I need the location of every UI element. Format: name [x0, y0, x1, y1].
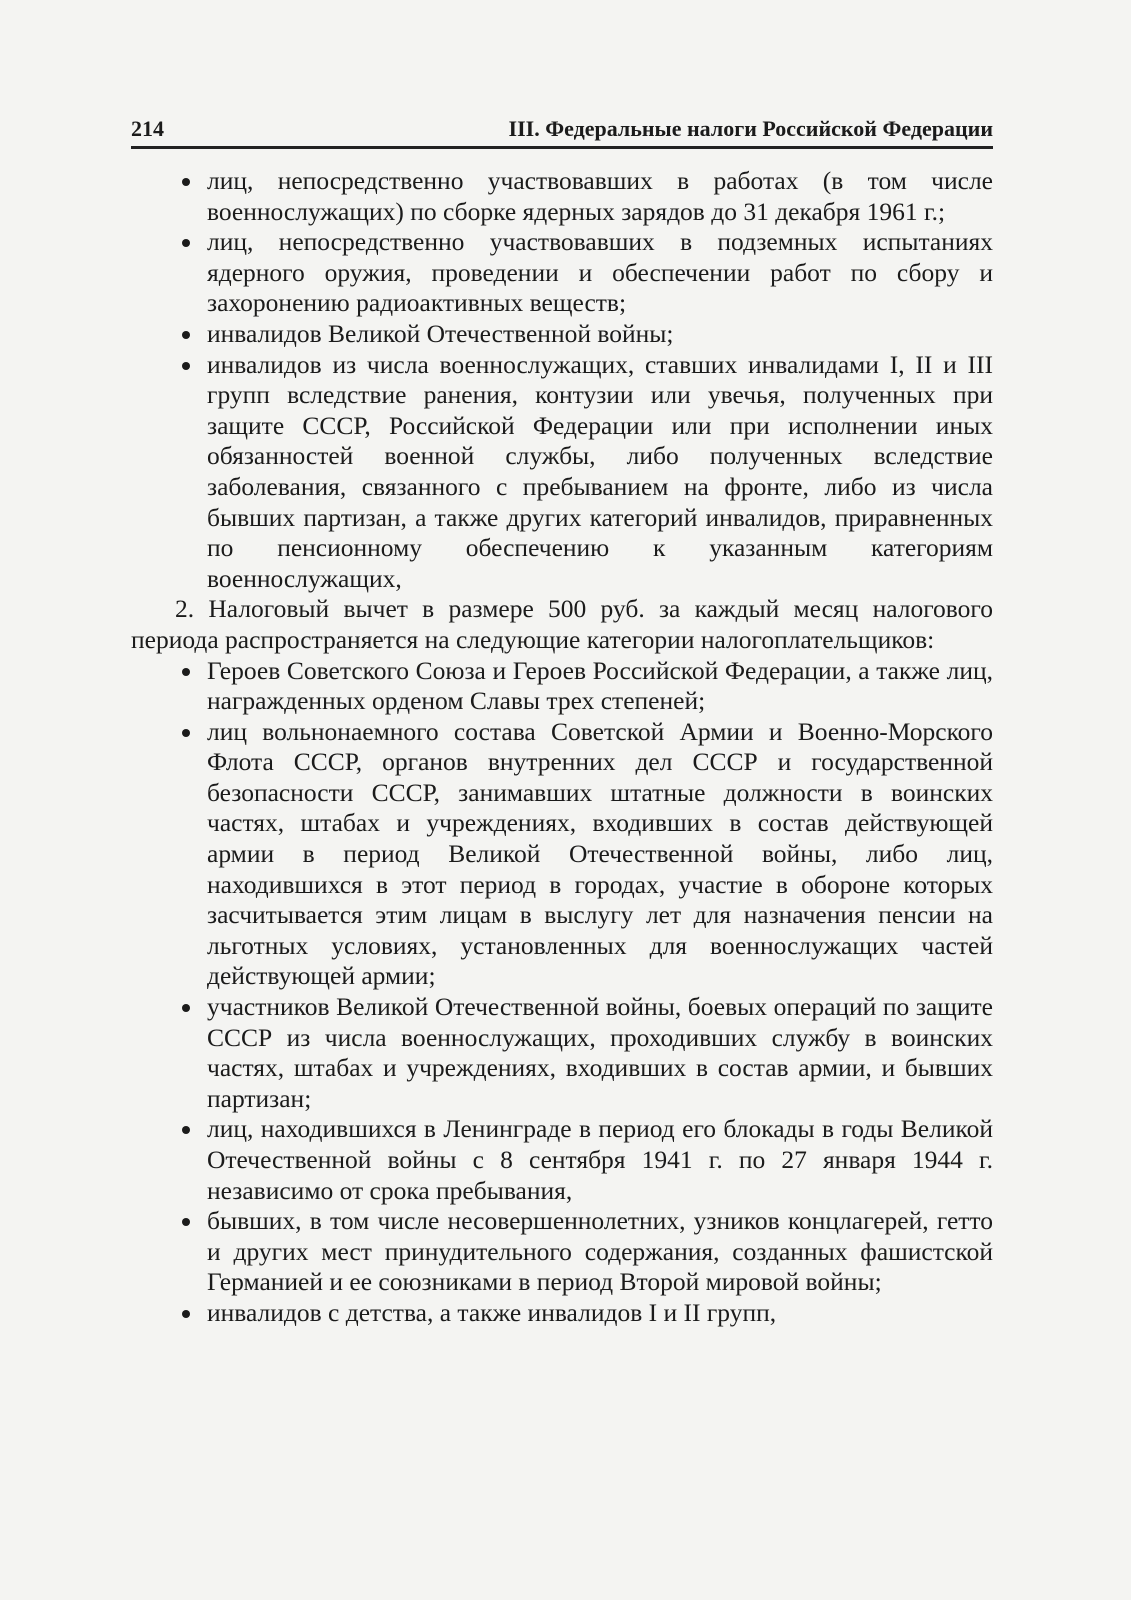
deduction-list-2 [131, 656, 993, 1329]
running-title: III. Федеральные налоги Российской Федерации [508, 116, 993, 141]
list-item: Героев Советского Союза и Героев Российской Федерации, а также лиц, награжденных орденом Славы трех степеней; [207, 655, 993, 716]
list-item: участников Великой Отечественной войны, боевых операций по защите СССР из числа военнослужащих, проходивших службу в воинских частях, штабах и учреждениях, входивших в состав армии, и бывших партизан; [207, 992, 993, 1113]
list-item: инвалидов из числа военнослужащих, ставших инвалидами I, II и III групп вследствие ранения, контузии или увечья, полученных при защите СССР, Российской Федерации или при исполнении иных обязанностей военной службы, либо полученных вследствие заболевания, связанного с пребыванием на фронте, либо из числа бывших партизан, а также других категорий инвалидов, приравненных по пенсионному обеспечению к указанным категориям военнослужащих, [207, 349, 993, 593]
list-item: лиц, непосредственно участвовавших в подземных испытаниях ядерного оружия, проведении и обеспечении работ по сбору и захоронению радиоактивных веществ; [207, 227, 993, 318]
list-item: инвалидов Великой Отечественной войны; [207, 319, 993, 350]
page-number: 214 [131, 116, 164, 141]
list-item: бывших, в том числе несовершеннолетних, узников концлагерей, гетто и других мест принудительного содержания, созданных фашистской Германией и ее союзниками в период Второй мировой войны; [207, 1206, 993, 1297]
list-item: лиц, непосредственно участвовавших в работах (в том числе военнослужащих) по сборке ядерных зарядов до 31 декабря 1961 г.; [207, 166, 993, 226]
running-header [131, 112, 993, 149]
page-body [131, 166, 993, 1329]
list-item: лиц вольнонаемного состава Советской Армии и Военно-Морского Флота СССР, органов внутренних дел СССР и государственной безопасности СССР, занимавших штатные должности в воинских частях, штабах и учреждениях, входивших в состав действующей армии в период Великой Отечественной войны, либо лиц, находившихся в этот период в городах, участие в обороне которых засчитывается этим лицам в выслугу лет для назначения пенсии на льготных условиях, установленных для военнослужащих частей действующей армии; [207, 716, 993, 991]
paragraph-2: 2. Налоговый вычет в размере 500 руб. за каждый месяц налогового периода распространяется на следующие категории налогоплательщиков: [131, 594, 993, 654]
list-item: лиц, находившихся в Ленинграде в период его блокады в годы Великой Отечественной войны с 8 сентября 1941 г. по 27 января 1944 г. независимо от срока пребывания, [207, 1114, 993, 1205]
list-item: инвалидов с детства, а также инвалидов I и II групп, [207, 1298, 993, 1329]
deduction-list-1 [131, 166, 993, 594]
